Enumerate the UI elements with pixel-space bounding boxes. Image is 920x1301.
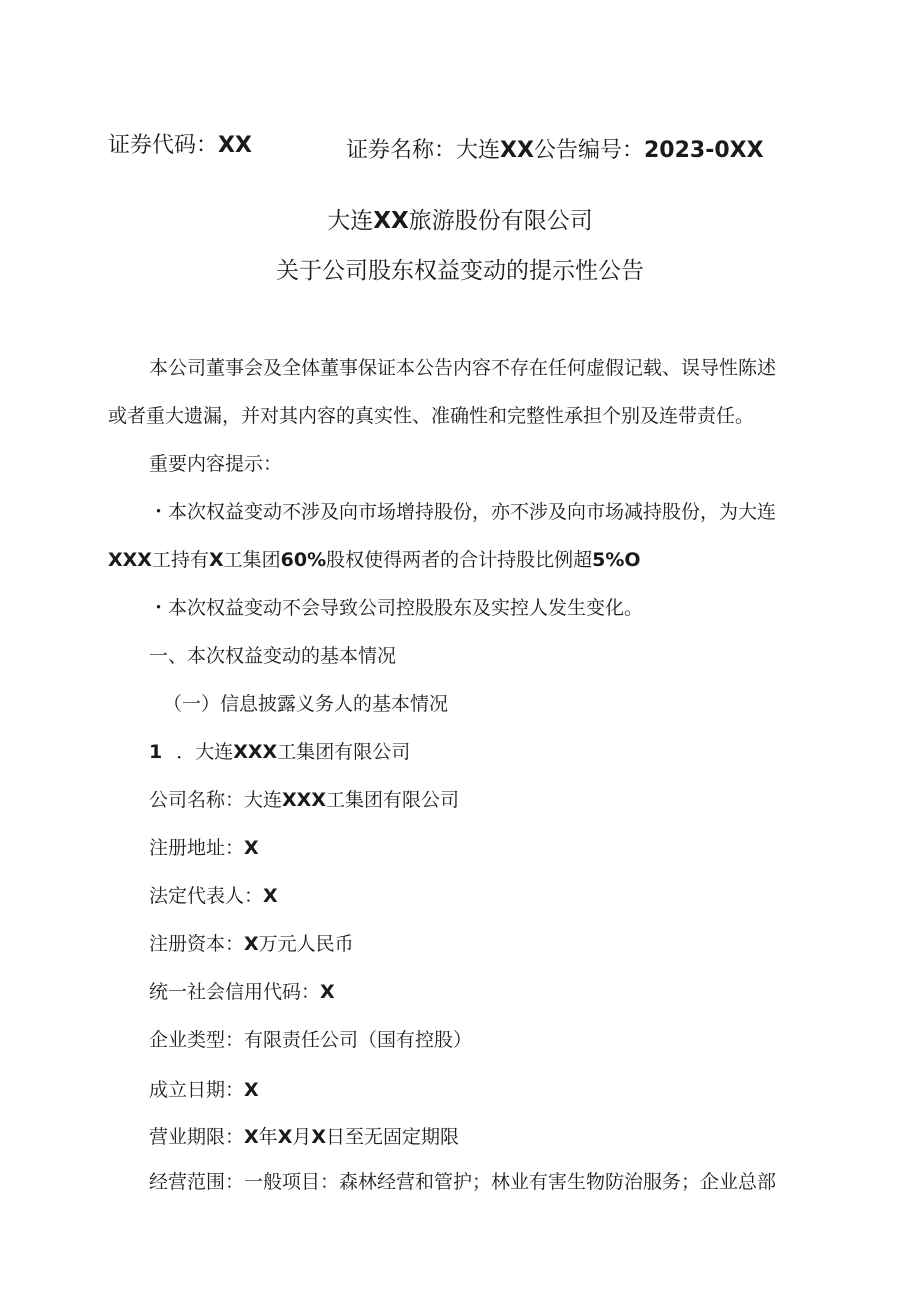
title-suffix: 旅游股份有限公司 <box>408 208 593 234</box>
legal-rep-value: X <box>263 885 278 907</box>
statement-line-1: 本公司董事会及全体董事保证本公告内容不存在任何虚假记载、误导性陈述 <box>149 357 777 379</box>
term-day-suffix: 日至无固定期限 <box>326 1126 460 1148</box>
term-year-unit: 年 <box>258 1126 278 1148</box>
notice-no-label: 公告编号： <box>533 138 644 163</box>
tip1-line-1: ・本次权益变动不涉及向市场增持股份，亦不涉及向市场减持股份，为大连 <box>149 501 777 523</box>
company-type-row <box>149 1028 472 1052</box>
tip1-bold-1: XXX <box>108 549 152 571</box>
title-line-1 <box>0 206 920 236</box>
subsection-1-heading: （一）信息披露义务人的基本情况 <box>163 693 449 715</box>
stock-name-and-notice-no <box>346 137 764 165</box>
term-month-unit: 月 <box>292 1126 312 1148</box>
founded-value: X <box>244 1079 259 1101</box>
notice-no-value: 2023-0XX <box>643 138 764 163</box>
reg-address-value: X <box>244 837 259 859</box>
company-type-label: 企业类型： <box>149 1029 245 1051</box>
item-1-text-a: ．大连 <box>176 741 234 763</box>
tip1-text-2: 工集团 <box>223 549 281 571</box>
term-month-value: X <box>277 1126 293 1148</box>
tip1-bold-2: X <box>208 549 224 571</box>
tips-heading: 重要内容提示： <box>149 453 283 475</box>
reg-capital-row <box>149 932 354 956</box>
term-day-value: X <box>311 1126 327 1148</box>
title-prefix: 大连 <box>327 208 374 234</box>
tip1-text-3: 股权使得两者的合计持股比例超 <box>326 549 593 571</box>
company-type-value: 有限责任公司（国有控股） <box>244 1029 473 1051</box>
company-name-bold: XXX <box>282 789 326 811</box>
tip1-text-1: 工持有 <box>151 549 209 571</box>
founded-row <box>149 1078 259 1102</box>
term-year-value: X <box>244 1126 259 1148</box>
legal-rep-label: 法定代表人： <box>149 885 264 907</box>
title-bold: XX <box>373 208 409 234</box>
company-name-label: 公司名称：大连 <box>149 789 283 811</box>
reg-capital-value: X <box>244 933 259 955</box>
tip1-line-2 <box>108 548 641 572</box>
term-row <box>149 1125 459 1149</box>
stock-name-label: 证券名称：大连 <box>346 138 501 163</box>
item-1-number: 1 <box>149 741 163 763</box>
reg-capital-label: 注册资本： <box>149 933 245 955</box>
credit-code-label: 统一社会信用代码： <box>149 981 321 1003</box>
reg-address-row <box>149 836 259 860</box>
tip2: ・本次权益变动不会导致公司控股股东及实控人发生变化。 <box>149 597 644 619</box>
stock-code-value: XX <box>218 133 252 158</box>
credit-code-row <box>149 980 335 1004</box>
stock-code-label: 证券代码： <box>108 133 219 158</box>
title-line-2: 关于公司股东权益变动的提示性公告 <box>276 258 644 284</box>
item-1-text-c: 工集团有限公司 <box>277 741 411 763</box>
reg-address-label: 注册地址： <box>149 837 245 859</box>
stock-code <box>108 132 252 160</box>
item-1-text-b: XXX <box>233 741 278 763</box>
legal-rep-row <box>149 884 278 908</box>
company-name-suffix: 工集团有限公司 <box>325 789 459 811</box>
section-1-heading: 一、本次权益变动的基本情况 <box>149 645 397 667</box>
statement-line-2: 或者重大遗漏，并对其内容的真实性、准确性和完整性承担个别及连带责任。 <box>108 405 755 427</box>
tip1-bold-3: 60% <box>280 549 327 571</box>
stock-name-value: XX <box>500 138 534 163</box>
founded-label: 成立日期： <box>149 1079 245 1101</box>
term-label: 营业期限： <box>149 1126 245 1148</box>
reg-capital-unit: 万元人民币 <box>258 933 354 955</box>
business-scope-line: 经营范围：一般项目：森林经营和管护；林业有害生物防治服务；企业总部 <box>149 1171 777 1193</box>
credit-code-value: X <box>320 981 335 1003</box>
tip1-bold-4: 5%O <box>592 549 641 571</box>
company-name-row <box>149 788 459 812</box>
item-1-heading <box>149 740 410 764</box>
